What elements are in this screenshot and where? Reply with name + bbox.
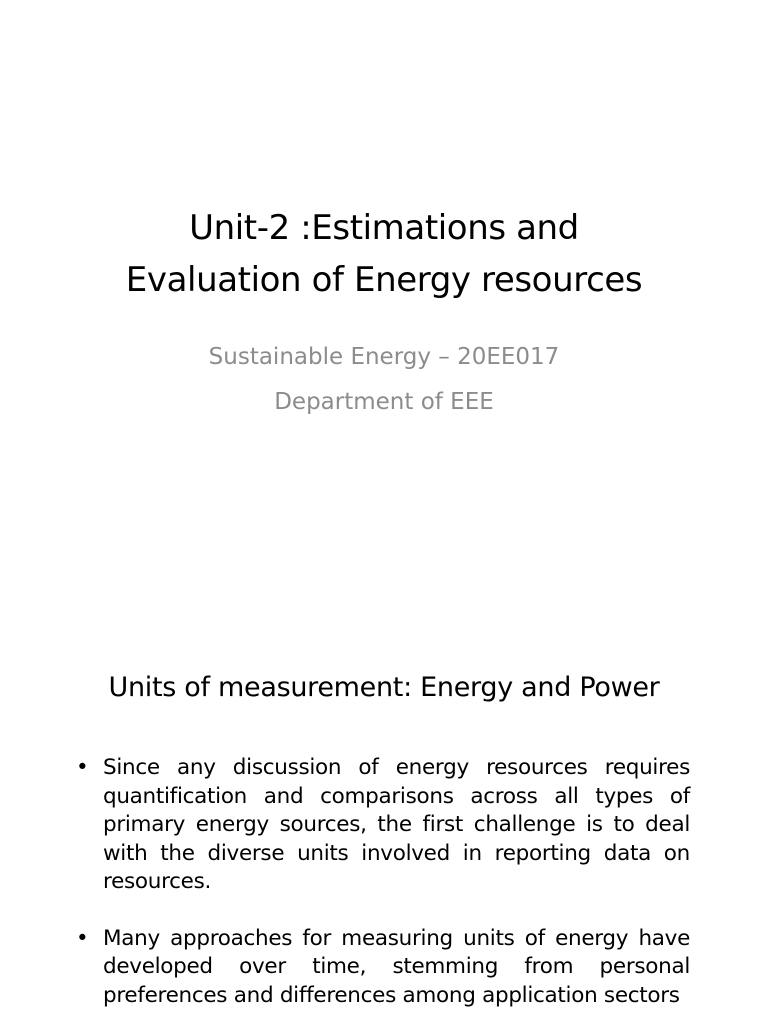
bullet-text: Many approaches for measuring units of energy have developed over time, stemming from personal preferences and differences among application sectors xyxy=(103,925,690,1008)
slide-subtitle xyxy=(60,335,708,425)
bullet-text: Since any discussion of energy resources requires quantification and comparisons across all types of primary energy sources, the first challenge is to deal with the diverse units involved in reporting data on resources. xyxy=(103,755,690,894)
content-slide-title: Units of measurement: Energy and Power xyxy=(108,672,660,703)
bullet-item xyxy=(76,925,690,1011)
subtitle-course: Sustainable Energy – 20EE017 xyxy=(208,344,560,370)
slide-title xyxy=(60,202,708,306)
bullet-icon: • xyxy=(76,755,89,780)
bullet-item xyxy=(76,754,690,897)
title-line-1: Unit-2 :Estimations and xyxy=(189,208,579,248)
bullet-icon: • xyxy=(76,925,89,951)
subtitle-department: Department of EEE xyxy=(274,389,494,415)
title-line-2: Evaluation of Energy resources xyxy=(125,260,643,300)
bullet-list xyxy=(76,754,690,1024)
content-slide xyxy=(0,576,768,1024)
